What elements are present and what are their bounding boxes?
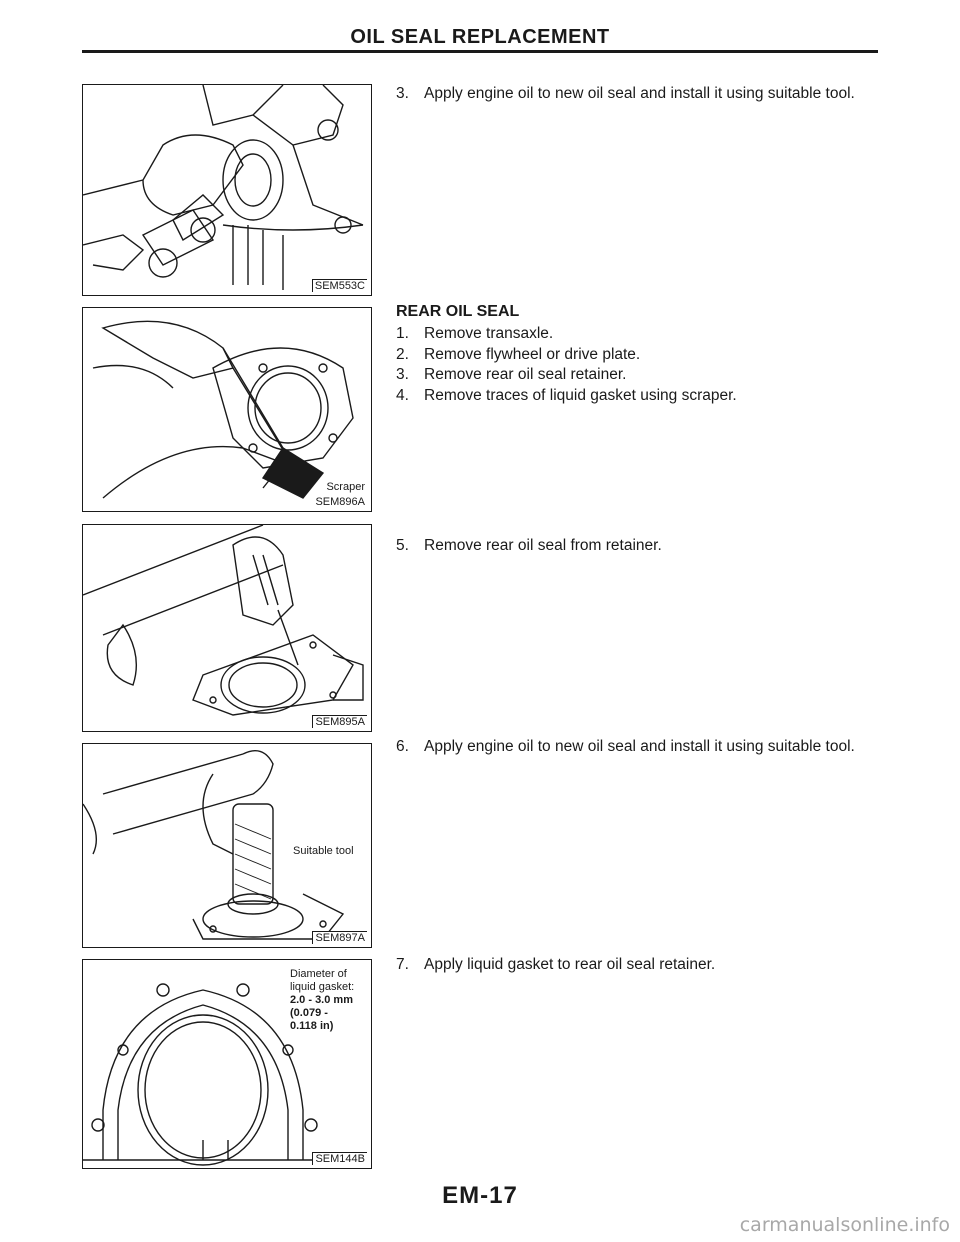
step-7 xyxy=(396,954,886,975)
step-3-front xyxy=(396,83,886,104)
figure-code: SEM553C xyxy=(312,279,367,292)
step-5 xyxy=(396,535,886,556)
seal-removal-illustration xyxy=(83,525,371,731)
scraper-label: Scraper xyxy=(326,481,365,493)
step-text: Remove flywheel or drive plate. xyxy=(424,345,641,363)
step-number: 7. xyxy=(396,956,409,973)
figure-code: SEM896A xyxy=(315,496,365,508)
gasket-label-line2: liquid gasket: xyxy=(290,981,355,993)
step-number: 2. xyxy=(396,345,409,363)
step-text: Apply liquid gasket to rear oil seal retainer. xyxy=(424,956,716,973)
figure-code: SEM144B xyxy=(312,1152,367,1165)
figure-scraper xyxy=(82,307,372,512)
list-item xyxy=(396,324,737,345)
figure-rear-seal-install xyxy=(82,743,372,948)
rear-oil-seal-heading: REAR OIL SEAL xyxy=(396,303,520,320)
step-text: Remove rear oil seal retainer. xyxy=(424,366,627,383)
watermark: carmanualsonline.info xyxy=(739,1214,950,1236)
figure-front-seal-install xyxy=(82,84,372,296)
step-6 xyxy=(396,736,886,757)
page-title: OIL SEAL REPLACEMENT xyxy=(350,26,610,48)
figure-seal-removal xyxy=(82,524,372,732)
gasket-label-line3: 2.0 - 3.0 mm xyxy=(290,994,353,1006)
step-text: Remove traces of liquid gasket using scraper. xyxy=(424,386,737,404)
step-number: 1. xyxy=(396,325,409,342)
list-item xyxy=(396,365,737,386)
removal-steps-list xyxy=(396,324,737,406)
list-item xyxy=(396,386,737,407)
title-rule xyxy=(82,50,878,53)
step-number: 3. xyxy=(396,366,409,383)
step-number: 5. xyxy=(396,537,409,554)
suitable-tool-label: Suitable tool xyxy=(293,845,354,857)
gasket-label-line5: 0.118 in) xyxy=(290,1020,334,1032)
front-seal-install-illustration xyxy=(83,85,371,295)
gasket-label-line1: Diameter of xyxy=(290,968,347,980)
list-item xyxy=(396,345,737,366)
step-number: 3. xyxy=(396,85,409,102)
page-number: EM-17 xyxy=(442,1182,518,1209)
step-text: Remove rear oil seal from retainer. xyxy=(424,537,662,554)
step-text: Apply engine oil to new oil seal and install it using suitable tool. xyxy=(424,85,855,102)
step-text: Remove transaxle. xyxy=(424,325,554,342)
figure-liquid-gasket xyxy=(82,959,372,1169)
step-number: 4. xyxy=(396,386,409,404)
step-number: 6. xyxy=(396,738,409,755)
gasket-label-line4: (0.079 - xyxy=(290,1007,328,1019)
step-text: Apply engine oil to new oil seal and install it using suitable tool. xyxy=(424,738,855,755)
figure-code: SEM895A xyxy=(312,715,367,728)
figure-code: SEM897A xyxy=(312,931,367,944)
